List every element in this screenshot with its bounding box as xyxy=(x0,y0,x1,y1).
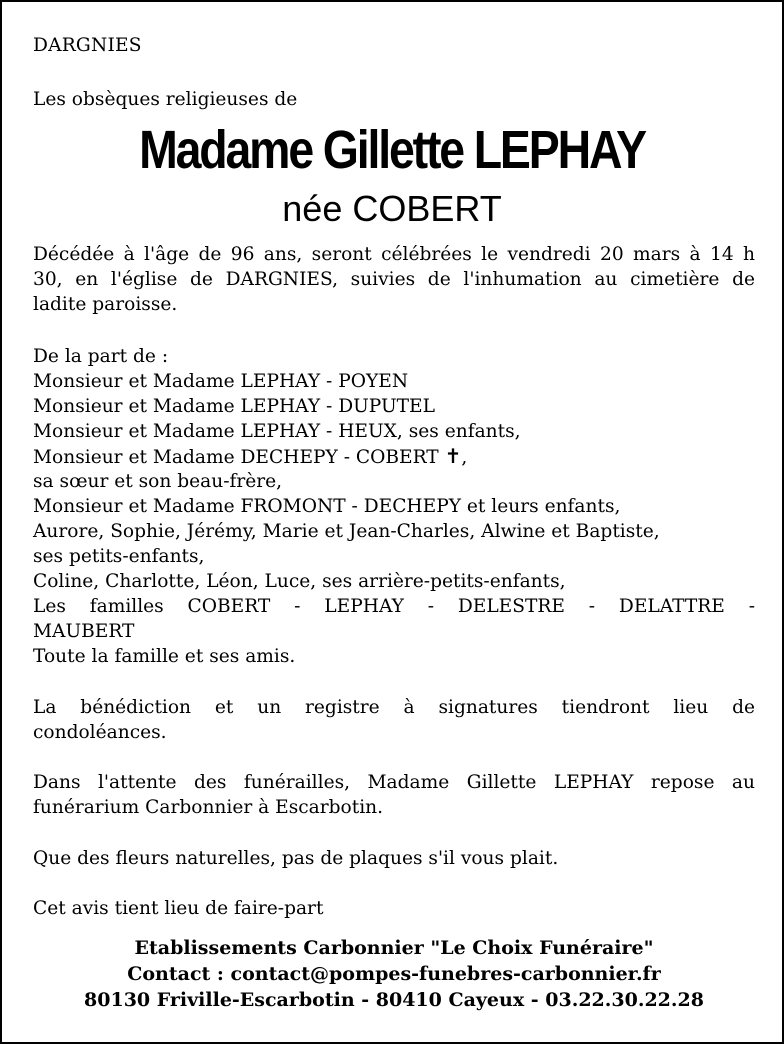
family-line: Aurore, Sophie, Jérémy, Marie et Jean-Charles, Alwine et Baptiste, xyxy=(33,521,660,542)
family-line: Monsieur et Madame LEPHAY - POYEN xyxy=(33,371,409,392)
flowers-note: Que des fleurs naturelles, pas de plaques s'il vous plait. xyxy=(33,848,559,869)
family-line: Les familles COBERT - LEPHAY - DELESTRE - DELATTRE - xyxy=(33,596,755,617)
town-heading: DARGNIES xyxy=(33,35,142,56)
family-line: Monsieur et Madame DECHEPY - COBERT xyxy=(33,447,439,468)
family-line-justified xyxy=(33,594,755,619)
cross-icon: ✝ xyxy=(444,444,462,468)
family-line: Monsieur et Madame LEPHAY - DUPUTEL xyxy=(33,396,435,417)
announcement-line: Décédée à l'âge de 96 ans, seront célébrées le vendredi 20 mars à 14 h xyxy=(33,244,755,265)
announcement-paragraph xyxy=(33,242,755,317)
footer-company: Etablissements Carbonnier "Le Choix Funéraire" xyxy=(134,937,654,959)
family-line: sa sœur et son beau-frère, xyxy=(33,471,283,492)
intro-text: Les obsèques religieuses de xyxy=(33,89,298,110)
deceased-name: Madame Gillette LEPHAY xyxy=(139,120,645,180)
maiden-name: née COBERT xyxy=(282,188,502,229)
announcement-line: ladite paroisse. xyxy=(33,294,178,315)
repose-paragraph xyxy=(33,770,755,820)
repose-line: funérarium Carbonnier à Escarbotin. xyxy=(33,797,384,818)
footer-contact: Contact : contact@pompes-funebres-carbonnier.fr xyxy=(127,963,661,985)
announcement-line: 30, en l'église de DARGNIES, suivies de l'inhumation au cimetière de xyxy=(33,269,755,290)
footer-address: 80130 Friville-Escarbotin - 80410 Cayeux - 03.22.30.22.28 xyxy=(84,989,704,1011)
closing-note: Cet avis tient lieu de faire-part xyxy=(33,898,324,919)
family-line: Coline, Charlotte, Léon, Luce, ses arrière-petits-enfants, xyxy=(33,571,566,592)
cross-suffix: , xyxy=(461,447,468,468)
repose-line: Dans l'attente des funérailles, Madame Gillette LEPHAY repose au xyxy=(33,772,755,793)
blessing-line: condoléances. xyxy=(33,722,167,743)
family-heading: De la part de : xyxy=(33,346,169,367)
family-line: ses petits-enfants, xyxy=(33,546,205,567)
family-line: Monsieur et Madame FROMONT - DECHEPY et leurs enfants, xyxy=(33,496,621,517)
family-line: Monsieur et Madame LEPHAY - HEUX, ses enfants, xyxy=(33,421,521,442)
blessing-paragraph xyxy=(33,695,755,745)
family-line: MAUBERT xyxy=(33,621,135,642)
family-line-with-cross xyxy=(33,444,467,470)
family-line: Toute la famille et ses amis. xyxy=(33,646,296,667)
blessing-line: La bénédiction et un registre à signatures tiendront lieu de xyxy=(33,697,755,718)
